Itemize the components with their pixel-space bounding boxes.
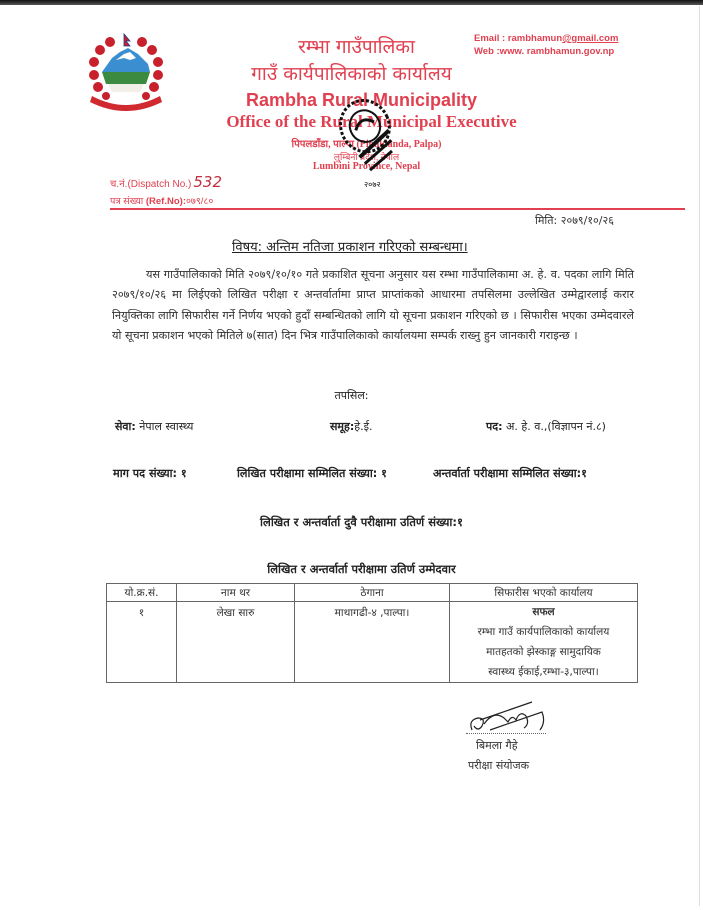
post-field [486,419,606,434]
email-user: rambhamun [507,33,563,44]
result-status: सफल [532,606,555,618]
office-name-en: Office of the Rural Municipal Executive [226,112,517,131]
group-label: समूह: [330,420,355,433]
contact-block [474,32,618,58]
municipality-name-np: रम्भा गाउँपालिका [298,36,415,58]
official-stamp [330,85,410,190]
details-heading: तपसिल: [334,389,369,402]
website-link[interactable]: Web :www. rambhamun.gov.np [474,46,615,57]
email-domain: @gmail.com [562,33,619,44]
email-link[interactable] [508,33,619,44]
dispatch-value: 532 [193,173,223,191]
scan-top-edge [0,0,703,5]
header-divider [110,208,685,210]
signer-name: बिमला गैहे [476,739,518,752]
address-line-1: पिपलडाँडा, पाल्पा (Pipaldanda, Palpa) [291,139,442,150]
email-label: Email : [474,33,508,44]
group-field [330,419,373,434]
office-line: स्वास्थ्य ईकाई,रम्भा-३,पाल्पा। [488,666,599,678]
reference-number [110,194,213,207]
letter-date: मिति: २०७९/१०/२६ [535,214,614,227]
post-label: पद: [486,420,503,433]
body-paragraph: यस गाउँपालिकाको मिति २०७९/१०/१० गते प्रकाशित सूचना अनुसार यस रम्भा गाउँपालिकामा अ. हे. व. पदका लागि मिति २०७९/१०/२६ मा लिईएको लिखित परीक्षा र अन्तर्वार्तामा प्राप्त प्राप्तांकको आधारमा तपसिलमा उल्लेखित उम्मेद्वारलाई करार नियुक्तिका लागि सिफारीस गर्ने निर्णय भएको हुदाँ सम्बन्धितको लागि यो सूचना प्रकाशन गरिएको छ । सिफारीस भएका उम्मेदवारले यो सूचना प्रकाशन भएको मितिले ७(सात) दिन भित्र गाउँपालिकाको कार्यालयमा सम्पर्क राख्नु हुन जानकारी गराइन्छ । [112,268,634,342]
dispatch-label: च.नं.(Dispatch No.) [110,179,192,190]
results-table [106,583,638,683]
written-exam-count: लिखित परीक्षामा सम्मिलित संख्या: १ [237,467,387,480]
header-name: नाम थर [177,584,295,602]
office-line: मातहतको झेस्काङ्ग सामुदायिक [486,646,601,658]
interview-count: अन्तर्वार्ता परीक्षामा सम्मिलित संख्या:१ [433,467,587,480]
post-value: अ. हे. व.,(विज्ञापन नं.८) [502,420,606,433]
header-address: ठेगाना [295,584,450,602]
stamp-year: २०७२ [364,180,381,189]
group-value: हे.ई. [354,420,373,433]
office-line: रम्भा गाउँ कार्यपालिकाको कार्यालय [477,626,610,638]
municipality-name-en: Rambha Rural Municipality [245,90,478,110]
header-serial: यो.क्र.सं. [107,584,177,602]
address-line-2: लुम्बिनी प्रदेश, नेपाल [333,152,400,162]
dispatch-number [110,173,222,191]
cell-address: माथागढी-४ ,पाल्पा। [295,602,450,683]
ref-label-en: (Ref.No): [145,196,186,207]
service-field [115,419,193,434]
table-row [107,602,638,683]
signer-title: परीक्षा संयोजक [468,759,530,772]
ref-label-np: पत्र संख्या [110,196,146,207]
header-office: सिफारीस भएको कार्यालय [450,584,638,602]
cell-office [450,602,638,683]
table-header-row [107,584,638,602]
passed-count: लिखित र अन्तर्वार्ता दुवै परीक्षामा उतिर्ण संख्या:१ [260,515,463,529]
cell-serial: १ [107,602,177,683]
email-line [474,32,618,45]
office-name-np: गाउँ कार्यपालिकाको कार्यालय [251,63,452,85]
signature-mark [460,696,550,736]
demand-count: माग पद संख्या: १ [113,467,187,480]
signature-line [466,733,546,734]
ref-value: ०७९/८० [185,196,214,207]
results-table-title: लिखित र अन्तर्वार्ता परीक्षामा उतिर्ण उम्मेदवार [267,562,456,576]
service-label: सेवा: [115,420,136,433]
letter-subject: विषय: अन्तिम नतिजा प्रकाशन गरिएको सम्बन्धमा। [232,240,468,255]
cell-name: लेखा सारु [177,602,295,683]
address-line-3: Lumbini Province, Nepal [312,161,421,172]
service-value: नेपाल स्वास्थ्य [135,420,194,433]
